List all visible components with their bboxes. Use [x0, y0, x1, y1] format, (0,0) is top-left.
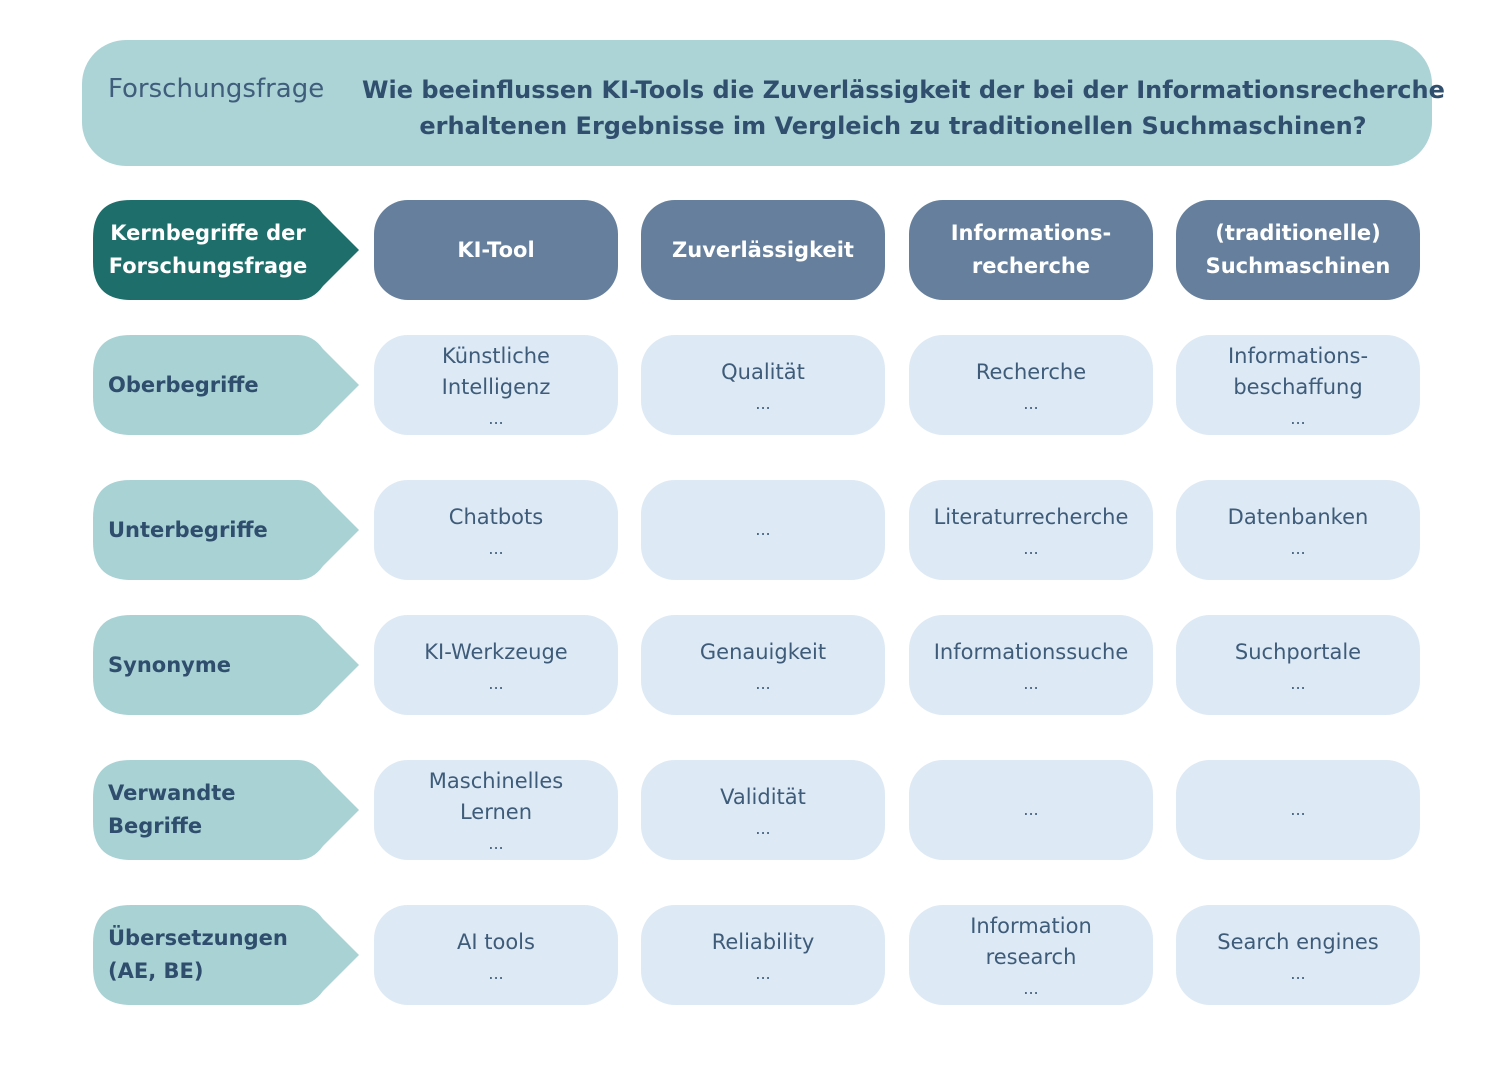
synonyms-cell-zuverlaessigkeit [641, 615, 885, 715]
core-term-suchmaschinen [1176, 200, 1420, 300]
ellipsis-placeholder: ... [488, 963, 504, 983]
narrower-terms-cell-suchmaschinen [1176, 480, 1420, 580]
narrower-terms-cell-informationsrecherche [909, 480, 1153, 580]
ellipsis-placeholder: ... [755, 393, 771, 413]
ellipsis-placeholder: ... [755, 963, 771, 983]
row-label-line: (AE, BE) [108, 959, 204, 983]
cell-text-line: research [985, 945, 1077, 969]
ellipsis-placeholder: ... [1023, 979, 1039, 998]
ellipsis-placeholder: ... [1290, 538, 1306, 558]
row-label-line: Übersetzungen [108, 926, 288, 950]
ellipsis-placeholder: ... [1023, 393, 1039, 413]
translations-cell-zuverlaessigkeit [641, 905, 885, 1005]
ellipsis-placeholder: ... [488, 538, 504, 558]
ellipsis-placeholder: ... [755, 673, 771, 693]
cell-text-line: KI-Tool [457, 237, 535, 262]
research-question-bar [82, 40, 1445, 166]
research-question-line-2: erhaltenen Ergebnisse im Vergleich zu traditionellen Suchmaschinen? [419, 112, 1367, 140]
ellipsis-placeholder: ... [1290, 963, 1306, 983]
cell-text-line: Recherche [975, 359, 1087, 384]
research-question-text [362, 72, 1445, 144]
row-label-related-terms [93, 760, 361, 860]
cell-text-line: AI tools [457, 929, 535, 954]
cell-text-line: Künstliche [442, 344, 550, 368]
ellipsis-placeholder: ... [488, 409, 504, 428]
cell-text-line: beschaffung [1233, 375, 1363, 399]
row-label-text [108, 905, 328, 1005]
ellipsis-placeholder: ... [755, 520, 771, 539]
ellipsis-placeholder: ... [488, 673, 504, 693]
cell-text-line: Lernen [459, 800, 533, 824]
cell-text-line: Suchportale [1234, 639, 1362, 664]
ellipsis-placeholder: ... [1290, 409, 1306, 428]
cell-text-line: recherche [971, 254, 1091, 278]
row-label-core-terms [93, 200, 361, 300]
core-term-informationsrecherche [909, 200, 1153, 300]
cell-text-line: Search engines [1217, 929, 1379, 954]
cell-text-line: Reliability [711, 929, 815, 954]
cell-text-line: Qualität [721, 359, 805, 384]
row-label-synonyms [93, 615, 361, 715]
row-label-broader-terms [93, 335, 361, 435]
cell-text-line: Informationssuche [933, 639, 1129, 664]
ellipsis-placeholder: ... [1023, 800, 1039, 819]
cell-text-line: Datenbanken [1227, 504, 1369, 529]
ellipsis-placeholder: ... [1290, 673, 1306, 693]
cell-text-line: Suchmaschinen [1205, 254, 1391, 278]
row-label-line: Unterbegriffe [108, 517, 268, 542]
narrower-terms-cell-zuverlaessigkeit [641, 480, 885, 580]
cell-text-line: (traditionelle) [1215, 221, 1381, 245]
synonyms-cell-suchmaschinen [1176, 615, 1420, 715]
cell-text-line: Genauigkeit [699, 639, 827, 664]
research-question-line-1: Wie beeinflussen KI-Tools die Zuverlässigkeit der bei der Informationsrecherche [362, 76, 1445, 104]
translations-cell-ki-tool [374, 905, 618, 1005]
core-term-ki-tool [374, 200, 618, 300]
row-label-text [108, 480, 328, 580]
cell-text-line: Zuverlässigkeit [672, 237, 854, 262]
row-label-line: Synonyme [108, 652, 231, 677]
cell-text-line: Validität [720, 784, 806, 809]
row-label-translations [93, 905, 361, 1005]
cell-text-line: Intelligenz [441, 375, 551, 399]
ellipsis-placeholder: ... [1290, 800, 1306, 819]
related-terms-cell-zuverlaessigkeit [641, 760, 885, 860]
related-terms-cell-suchmaschinen [1176, 760, 1420, 860]
cell-text-line: Maschinelles [428, 769, 564, 793]
related-terms-cell-informationsrecherche [909, 760, 1153, 860]
translations-cell-suchmaschinen [1176, 905, 1420, 1005]
row-label-line: Verwandte [108, 781, 236, 805]
broader-terms-cell-suchmaschinen [1176, 335, 1420, 435]
ellipsis-placeholder: ... [755, 818, 771, 838]
row-label-text [108, 615, 328, 715]
row-label-narrower-terms [93, 480, 361, 580]
row-label-text [93, 200, 323, 300]
cell-text-line: Informations- [950, 221, 1112, 245]
broader-terms-cell-informationsrecherche [909, 335, 1153, 435]
broader-terms-cell-zuverlaessigkeit [641, 335, 885, 435]
cell-text-line: Information [970, 914, 1092, 938]
row-label-line: Forschungsfrage [108, 254, 308, 278]
row-label-line: Begriffe [108, 814, 203, 838]
translations-cell-informationsrecherche [909, 905, 1153, 1005]
ellipsis-placeholder: ... [1023, 538, 1039, 558]
row-label-text [108, 760, 328, 860]
cell-text-line: Literaturrecherche [933, 504, 1129, 529]
row-label-line: Kernbegriffe der [110, 221, 306, 245]
cell-text-line: KI-Werkzeuge [424, 639, 568, 664]
synonyms-cell-informationsrecherche [909, 615, 1153, 715]
ellipsis-placeholder: ... [488, 834, 504, 853]
narrower-terms-cell-ki-tool [374, 480, 618, 580]
related-terms-cell-ki-tool [374, 760, 618, 860]
row-label-text [108, 335, 328, 435]
research-question-label: Forschungsfrage [108, 74, 325, 104]
ellipsis-placeholder: ... [1023, 673, 1039, 693]
broader-terms-cell-ki-tool [374, 335, 618, 435]
cell-text-line: Chatbots [448, 504, 544, 529]
synonyms-cell-ki-tool [374, 615, 618, 715]
cell-text-line: Informations- [1227, 344, 1369, 368]
row-label-line: Oberbegriffe [108, 372, 259, 397]
core-term-zuverlaessigkeit [641, 200, 885, 300]
